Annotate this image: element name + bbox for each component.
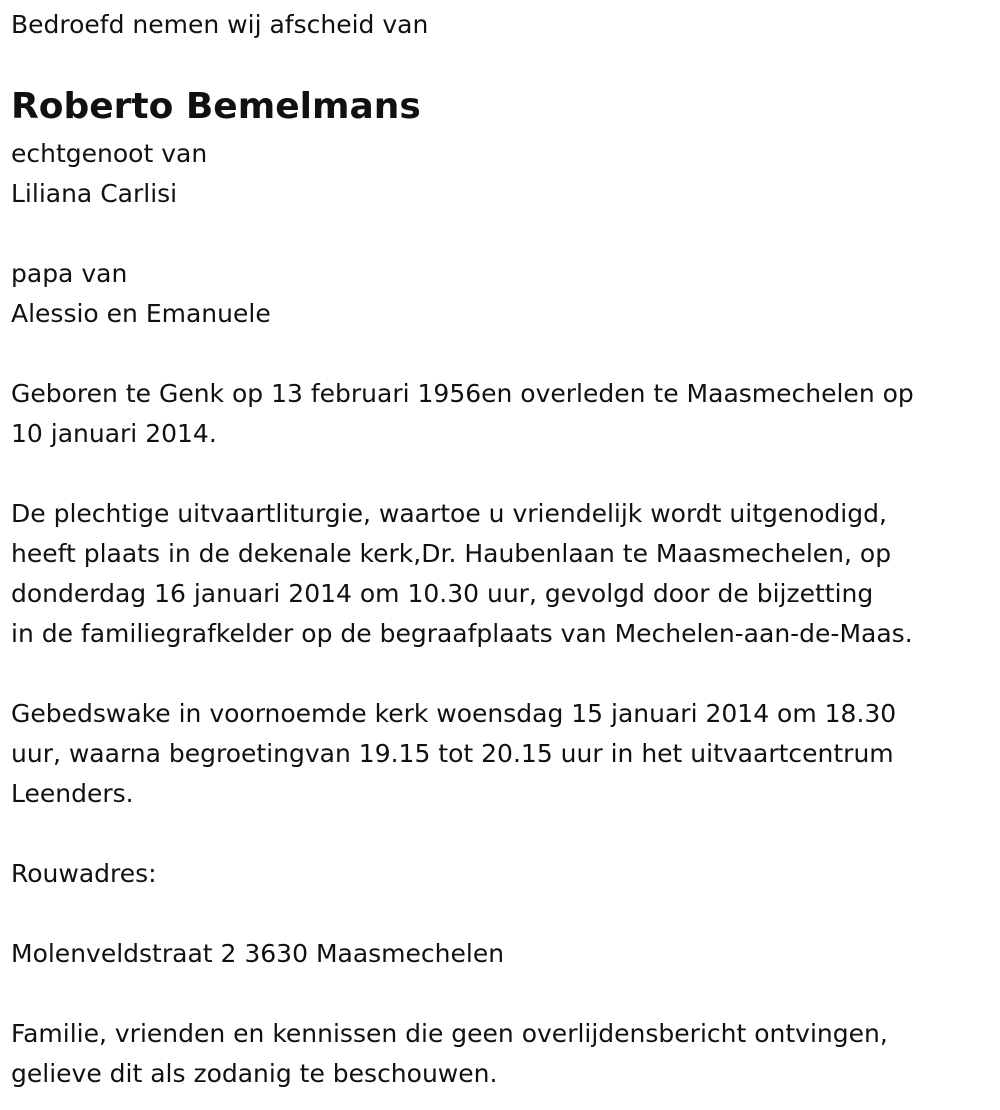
paragraph-line: in de familiegrafkelder op de begraafplaats van Mechelen-aan-de-Maas. bbox=[11, 619, 913, 648]
paragraph-line: heeft plaats in de dekenale kerk,Dr. Haubenlaan te Maasmechelen, op bbox=[11, 539, 892, 568]
paragraph-line: Gebedswake in voornoemde kerk woensdag 15 januari 2014 om 18.30 bbox=[11, 699, 897, 728]
address-block bbox=[11, 934, 504, 974]
address-label-block bbox=[11, 854, 157, 894]
paragraph-line: 10 januari 2014. bbox=[11, 419, 217, 448]
children-names: Alessio en Emanuele bbox=[11, 299, 271, 328]
paragraph-line: uur, waarna begroetingvan 19.15 tot 20.15 uur in het uitvaartcentrum bbox=[11, 739, 894, 768]
address-label: Rouwadres: bbox=[11, 859, 157, 888]
paragraph-line: gelieve dit als zodanig te beschouwen. bbox=[11, 1059, 498, 1088]
spouse-role: echtgenoot van bbox=[11, 139, 208, 168]
deceased-name: Roberto Bemelmans bbox=[11, 86, 421, 127]
paragraph-line: Geboren te Genk op 13 februari 1956en overleden te Maasmechelen op bbox=[11, 379, 914, 408]
paragraph-line: De plechtige uitvaartliturgie, waartoe u vriendelijk wordt uitgenodigd, bbox=[11, 499, 887, 528]
liturgy-paragraph bbox=[11, 494, 913, 654]
paragraph-line: donderdag 16 januari 2014 om 10.30 uur, gevolgd door de bijzetting bbox=[11, 579, 874, 608]
birth-death-paragraph bbox=[11, 374, 914, 454]
paragraph-line: Leenders. bbox=[11, 779, 134, 808]
spouse-block bbox=[11, 134, 207, 214]
intro-text: Bedroefd nemen wij afscheid van bbox=[11, 10, 429, 39]
closing-paragraph bbox=[11, 1014, 888, 1094]
paragraph-line: Familie, vrienden en kennissen die geen overlijdensbericht ontvingen, bbox=[11, 1019, 888, 1048]
spouse-name: Liliana Carlisi bbox=[11, 179, 178, 208]
children-block bbox=[11, 254, 271, 334]
parent-role: papa van bbox=[11, 259, 128, 288]
address-text: Molenveldstraat 2 3630 Maasmechelen bbox=[11, 939, 505, 968]
vigil-paragraph bbox=[11, 694, 896, 814]
